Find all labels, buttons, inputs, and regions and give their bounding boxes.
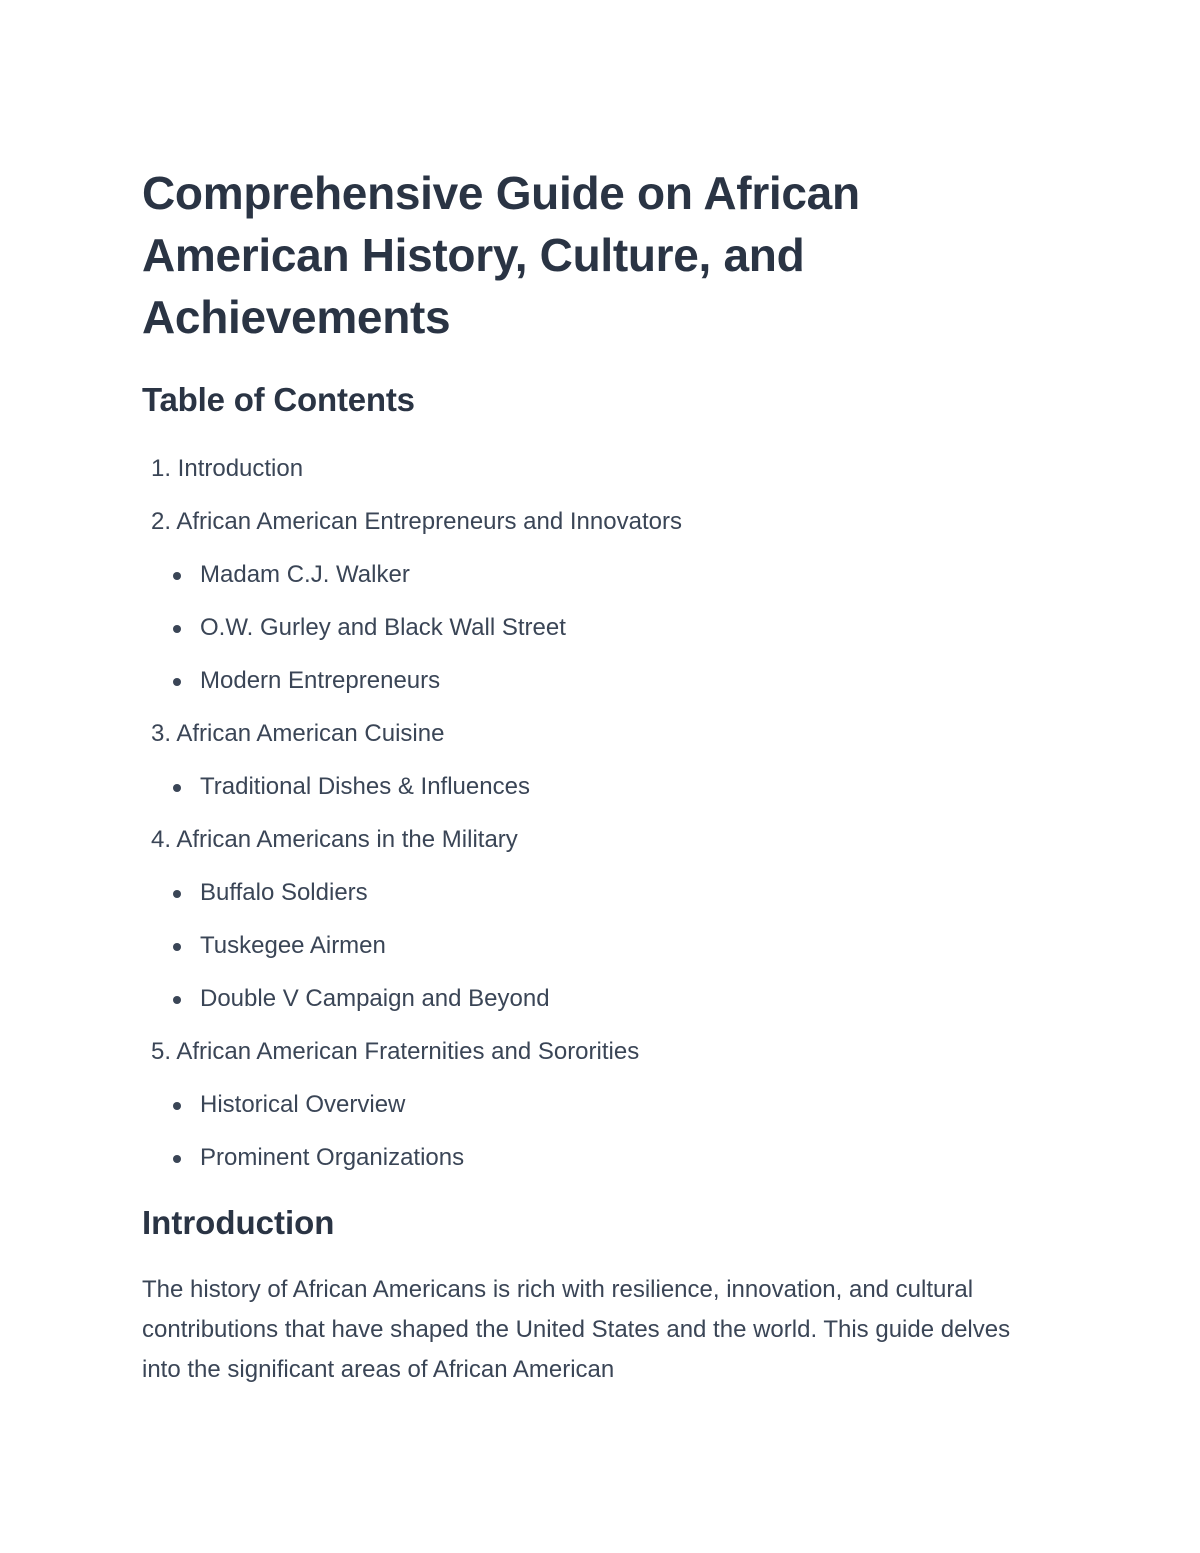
toc-item-label: African American Entrepreneurs and Innovators: [176, 508, 682, 535]
toc-item-fraternities[interactable]: [142, 1033, 1042, 1086]
bullet-icon: [173, 625, 181, 633]
introduction-heading: Introduction: [142, 1204, 335, 1241]
toc-subitem[interactable]: [142, 1086, 1042, 1139]
bullet-icon: [173, 678, 181, 686]
toc-item-number: 5.: [150, 1038, 171, 1065]
bullet-icon: [173, 572, 181, 580]
toc-item-number: 1.: [150, 455, 171, 482]
toc-item-introduction[interactable]: [142, 450, 1042, 503]
toc-subitem-label: Prominent Organizations: [200, 1144, 465, 1171]
toc-item-number: 4.: [150, 826, 171, 853]
toc-item-label: African American Cuisine: [176, 720, 445, 747]
introduction-paragraph: The history of African Americans is rich with resilience, innovation, and cultural contributions that have shaped the United States and the world. This guide delves into the significant areas of African American: [142, 1276, 1011, 1383]
toc-subitem[interactable]: [142, 609, 1042, 662]
bullet-icon: [173, 890, 181, 898]
toc-item-label: African Americans in the Military: [176, 826, 518, 853]
bullet-icon: [173, 784, 181, 792]
toc-subitem-label: Tuskegee Airmen: [200, 932, 386, 959]
bullet-icon: [173, 1155, 181, 1163]
toc-item-number: 2.: [150, 508, 171, 535]
toc-subitem-label: Buffalo Soldiers: [200, 879, 368, 906]
toc-item-label: African American Fraternities and Sororities: [176, 1038, 640, 1065]
toc-item-number: 3.: [150, 720, 171, 747]
toc-subitem[interactable]: [142, 980, 1042, 1033]
toc-subitem-label: Double V Campaign and Beyond: [200, 985, 550, 1012]
toc-subitem[interactable]: [142, 874, 1042, 927]
bullet-icon: [173, 996, 181, 1004]
toc-heading: Table of Contents: [142, 381, 415, 418]
document-title: Comprehensive Guide on African American History, Culture, and Achievements: [142, 167, 860, 343]
toc-subitem[interactable]: [142, 768, 1042, 821]
toc-item-military[interactable]: [142, 821, 1042, 874]
toc-subitem-label: O.W. Gurley and Black Wall Street: [200, 614, 566, 641]
toc-item-cuisine[interactable]: [142, 715, 1042, 768]
toc-subitem[interactable]: [142, 1139, 1042, 1192]
toc-subitem[interactable]: [142, 556, 1042, 609]
bullet-icon: [173, 1102, 181, 1110]
toc-subitem-label: Modern Entrepreneurs: [200, 667, 441, 694]
toc-item-entrepreneurs[interactable]: [142, 503, 1042, 556]
bullet-icon: [173, 943, 181, 951]
toc-item-label: Introduction: [177, 455, 304, 482]
toc-subitem-label: Historical Overview: [200, 1091, 406, 1118]
toc-subitem[interactable]: [142, 927, 1042, 980]
toc-subitem[interactable]: [142, 662, 1042, 715]
toc-subitem-label: Madam C.J. Walker: [200, 561, 410, 588]
table-of-contents: [142, 450, 1042, 1192]
toc-subitem-label: Traditional Dishes & Influences: [200, 773, 530, 800]
